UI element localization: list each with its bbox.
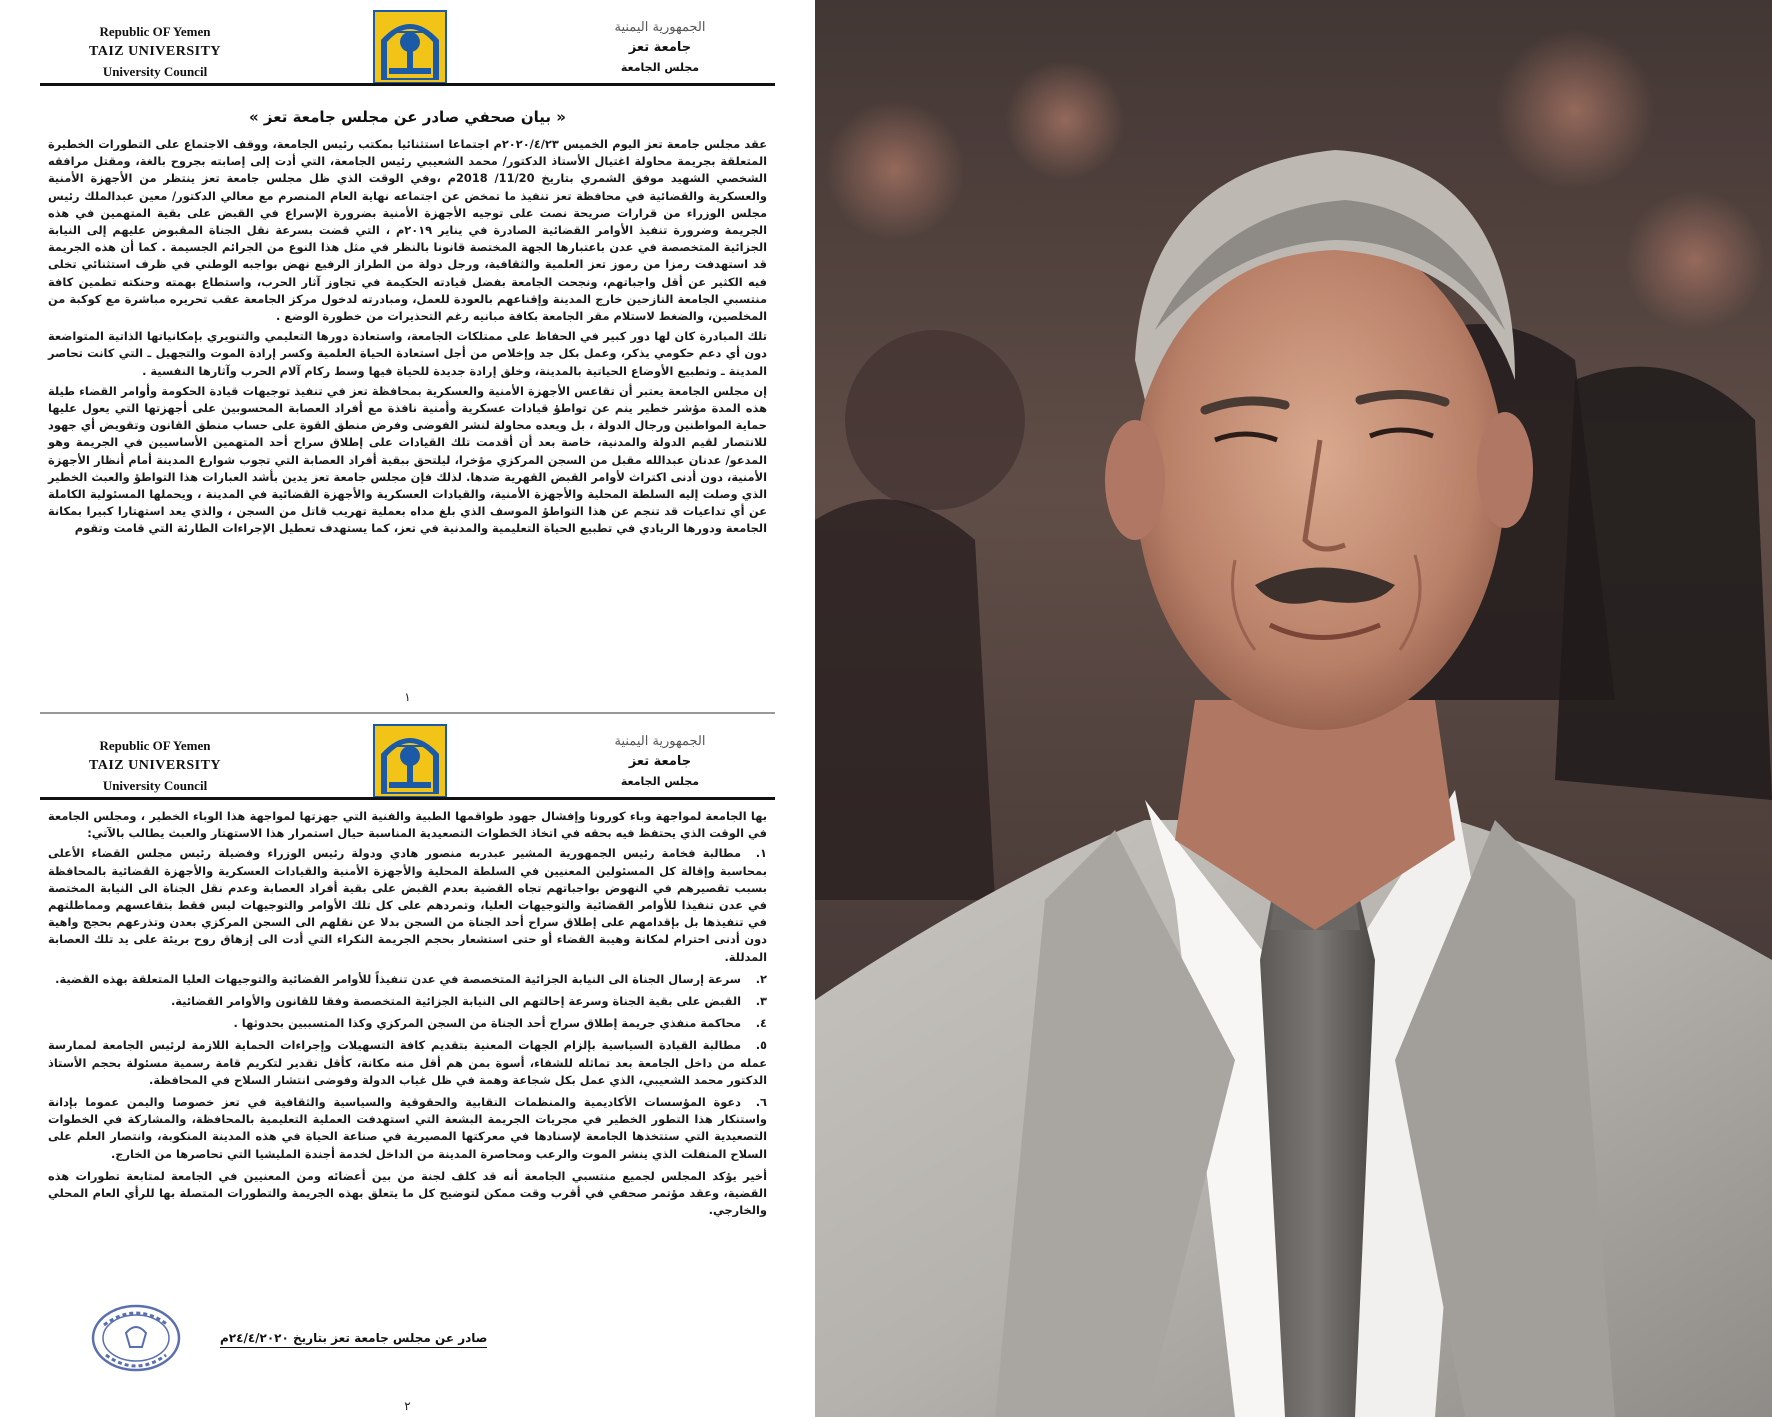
page-number: ٢ — [404, 1399, 411, 1413]
letterhead — [40, 0, 775, 86]
item-text: محاكمة منفذي جريمة إطلاق سراح أحد الجناة من السجن المركزي وكذا المتسببين بحدوثها . — [233, 1016, 741, 1031]
page-number: ١ — [404, 690, 411, 704]
item-number: ١. — [755, 846, 767, 861]
item-text: دعوة المؤسسات الأكاديمية والمنظمات النقابية والحقوقية والسياسية والثقافية في تعز خصوصا واليمن عموما بإدانة واستنكار هذا التطور الخطير في مجريات الجريمة البشعة التي استهدفت العملية التعليمية بالمحافظة، والمشاركة في الخطوات التصعيدية التي ستتخذها الجامعة لإسنادها في معركتها المصيرية في صناعة الحياة في هذه المدينة المنكوبة، وانتصار العلم على السلاح المنفلت الذي ينشر الموت والرعب ومحاصرة المدينة من الداخل لخدمة أجندة المليشيا التي تحاصرها من الخارج. — [48, 1095, 767, 1161]
document-page-2 — [40, 712, 775, 1419]
portrait-photo — [815, 0, 1772, 1417]
statement-continued — [40, 808, 775, 842]
header-rule — [40, 797, 775, 800]
document-panel — [0, 0, 815, 1417]
item-number: ٣. — [755, 994, 767, 1009]
list-item — [48, 1037, 767, 1089]
demands-list — [40, 845, 775, 1162]
item-text: مطالبة فخامة رئيس الجمهورية المشير عبدربه منصور هادي ودولة رئيس الوزراء وفضيلة رئيس مجلس القضاء الأعلى بمحاسبة وإقالة كل المسئولين المعنيين في السلطة المحلية والأجهزة الأمنية والقيادات العسكرية والأجهزة القضائية بالمحافظة بسبب تقصيرهم في النهوض بواجباتهم تجاه القضية بعدم القبض على بقية أفراد العصابة وعدم نقل الجناة الى النيابة المختصة في عدن تنفيذا للأوامر القضائية والتوجيهات العليا، وتمردهم على كل تلك الأوامر والتوجيهات ليس فقط بتقاعسهم ومماطلتهم في تنفيذها بل بإقدامهم على إطلاق سراح أحد الجناة من السجن بدلا عن نقلهم الى السجن المركزي بعدن وتذرعهم بحجج واهية دون أدنى احترام لمكانة وهيبة القضاء أو حتى استشعار بحجم الجريمة النكراء التي أدت الى إزهاق روح بريئة على يد تلك العصابة المدللة. — [48, 846, 767, 964]
body-paragraph: إن مجلس الجامعة يعتبر أن تقاعس الأجهزة الأمنية والعسكرية بمحافظة تعز في تنفيذ توجيهات قيادة الحكومة وأوامر القضاء طيلة هذه المدة مؤشر خطير ينم عن تواطؤ قيادات عسكرية وأمنية نافذة مع أفراد العصابة المحسوبين على أجهزتها التي يعول عليها حماية المواطنين ورجال الدولة ، بل ويعده محاولة لنشر الفوضى وفرض منطق القوة على حساب منطق القانون وتقويض أي جهود للانتصار لقيم الدولة والمدنية، خاصة بعد أن أقدمت تلك القيادات على إطلاق سراح أحد المتهمين الأساسيين في الجريمة وهو المدعو/ عدنان عبدالله مقبل من السجن المركزي مؤخرا، ليلتحق ببقية أفراد العصابة التي تجوب شوارع المدينة أمام أنظار الأجهزة الأمنية، دون أدنى اكتراث لأوامر القبض القهرية ضدها. لذلك فإن مجلس جامعة تعز يدين بأشد العبارات هذا التواطؤ والعبث الخطير الذي وصلت إليه السلطة المحلية والأجهزة الأمنية، والقيادات العسكرية والأجهزة القضائية في المدينة ، ويحملها المسئولية الكاملة عن أي تداعيات قد تنجم عن هذا التواطؤ الموسف الذي بلغ مداه بعملية تهريب قاتل من السجن ، والذي يعد استهتارا كبيرا بمكانة الجامعة ودورها الريادي في تطبيع الحياة التعليمية والمدنية في تعز، كما يستهدف تعطيل الإجراءات الطارئة التي قامت وتقوم — [48, 383, 767, 536]
body-paragraph: تلك المبادرة كان لها دور كبير في الحفاظ على ممتلكات الجامعة، واستعادة دورها التعليمي والتنويري بإمكانياتها الذاتية المتواضعة دون أي دعم حكومي يذكر، وعمل بكل جد وإخلاص من أجل استعادة الحياة العلمية وكسر إرادة الموت والتجهيل ـ التي كانت تحاصر المدينة ـ وتطبيع الأوضاع الحياتية بالمدينة، وخلق إرادة جديدة للحياة فيها وسط ركام آلام الحرب وآثارها النفسية . — [48, 329, 767, 378]
closing-paragraph: أخير يؤكد المجلس لجميع منتسبي الجامعة أنه قد كلف لجنة من بين أعضائه ومن المعنيين في الجامعة لمتابعة تطورات هذه القضية، وعقد مؤتمر صحفي في أقرب وقت ممكن لتوضيح كل ما يتعلق بهذه الجريمة والتطورات المتصلة بها للرأي العام المحلي والخارجي. — [48, 1168, 767, 1218]
item-number: ٢. — [755, 971, 767, 986]
portrait-illustration — [815, 0, 1772, 1417]
university-council-en: University Council — [102, 778, 208, 793]
taiz-university-ar: جامعة تعز — [628, 754, 692, 769]
body-paragraph: عقد مجلس جامعة تعز اليوم الخميس ٢٠٢٠/٤/٢٣م اجتماعا استثنائيا بمكتب رئيس الجامعة، ووقف الاجتماع على التطورات الخطيرة المتعلقة بجريمة محاولة اغتيال الأستاذ الدكتور/ محمد الشعيبي رئيس الجامعة، التي أدت إلى إصابته بجروح بالغة، ومقتل مرافقه الشخصي الشهيد موفق الشمري بتاريخ 11/20/ 2018م ،وفي الوقت الذي ظل مجلس جامعة تعز ينتظر من الأجهزة الأمنية والعسكرية والقضائية في محافظة تعز تنفيذ ما تمخض عن اجتماعه نهاية العام المنصرم مع معالي الدكتور/ معين عبدالملك رئيس مجلس الوزراء من قرارات صريحة نصت على توجيه الأجهزة الأمنية بضرورة الإسراع في القبض على بقية المتهمين في هذه الجريمة وضرورة تنفيذ الأوامر القضائية الصادرة في يناير ٢٠١٩م ، التي قضت بسرعة نقل الجناة المقبوض عليهم إلى النيابة الجزائية المتخصصة في عدن باعتبارها الجهة المختصة قانونا بالنظر في مثل هذا النوع من الجرائم الجسيمة . كما أن هذه الجريمة قد استهدفت رمزا من رموز تعز العلمية والثقافية، ورجل دولة من الطراز الرفيع نهض بواجبه الوطني في ظرف استثنائي تخلى فيه الكثير عن أقل واجباتهم، ونجحت الجامعة بفضل قيادته الحكيمة في تجاوز آثار الحرب، واستطاع بهمته وحنكته تطمين كافة منتسبي الجامعة النازحين خارج المدينة وإقناعهم بالعودة للعمل، ومبادرته لدخول مركز الجامعة عقب تحريره مباشرة مع كوكبة من المخلصين، والضغط لاستلام مقر الجامعة بكافة مبانيه رغم التحذيرات من خطورة الوضع . — [48, 137, 767, 324]
letterhead — [40, 714, 775, 800]
list-item — [48, 845, 767, 965]
list-item — [48, 1015, 767, 1032]
official-seal-icon — [90, 1303, 182, 1373]
university-logo-icon — [373, 10, 447, 84]
republic-of-yemen-en: Republic OF Yemen — [99, 738, 211, 753]
item-number: ٥. — [755, 1038, 767, 1053]
list-item — [48, 993, 767, 1010]
list-item — [48, 971, 767, 988]
body-paragraph: بها الجامعة لمواجهة وباء كورونا وإفشال جهود طواقمها الطبية والفنية التي جهزتها لمواجهة هذا الوباء الخطير ، ومجلس الجامعة في الوقت الذي يحتفظ فيه بحقه في اتخاذ الخطوات التصعيدية المناسبة حيال استمرار هذا الاستهتار والعبث يطالب بالآتي: — [48, 809, 767, 841]
university-logo-icon — [373, 724, 447, 798]
letterhead-english — [70, 22, 240, 82]
letterhead-arabic — [585, 732, 735, 792]
letterhead-english — [70, 736, 240, 796]
item-text: مطالبة القيادة السياسية بإلزام الجهات المعنية بتقديم كافة التسهيلات وإجراءات الحماية اللازمة لرئيس الجامعة لممارسة عمله من داخل الجامعة بعد تماثله للشفاء، أسوة بمن هم أقل منه مكانة، كأقل تقدير لتكريم قامة رسمية مسئولة بحجم الأستاذ الدكتور محمد الشعيبي، الذي عمل بكل شجاعة وهمة في ظل غياب الدولة وفوضى انتشار السلاح في المحافظة. — [48, 1038, 767, 1087]
university-council-en: University Council — [102, 64, 208, 79]
closing-paragraph-wrap — [40, 1168, 775, 1220]
statement-title: « بيان صحفي صادر عن مجلس جامعة تعز » — [249, 108, 566, 126]
taiz-university-en: TAIZ UNIVERSITY — [88, 758, 222, 773]
university-council-ar: مجلس الجامعة — [620, 775, 700, 788]
taiz-university-en: TAIZ UNIVERSITY — [88, 44, 222, 59]
university-council-ar: مجلس الجامعة — [620, 61, 700, 74]
list-item — [48, 1094, 767, 1163]
statement-body — [40, 136, 775, 538]
item-number: ٦. — [755, 1095, 767, 1110]
issued-by-line: صادر عن مجلس جامعة تعز بتاريخ ٢٤/٤/٢٠٢٠م — [220, 1331, 487, 1348]
letterhead-arabic — [585, 18, 735, 78]
signature-block — [90, 1303, 730, 1383]
header-rule — [40, 83, 775, 86]
republic-of-yemen-ar: الجمهورية اليمنية — [614, 734, 706, 749]
taiz-university-ar: جامعة تعز — [628, 40, 692, 55]
item-number: ٤. — [755, 1016, 767, 1031]
republic-of-yemen-ar: الجمهورية اليمنية — [614, 20, 706, 35]
item-text: القبض على بقية الجناة وسرعة إحالتهم الى النيابة الجزائية المتخصصة وفقا للقانون والأوامر القضائية. — [170, 994, 741, 1009]
republic-of-yemen-en: Republic OF Yemen — [99, 24, 211, 39]
document-page-1 — [40, 0, 775, 712]
item-text: سرعة إرسال الجناة الى النيابة الجزائية المتخصصة في عدن تنفيذاً للأوامر القضائية والتوجيهات العليا المتعلقة بهذه القضية. — [55, 971, 741, 986]
